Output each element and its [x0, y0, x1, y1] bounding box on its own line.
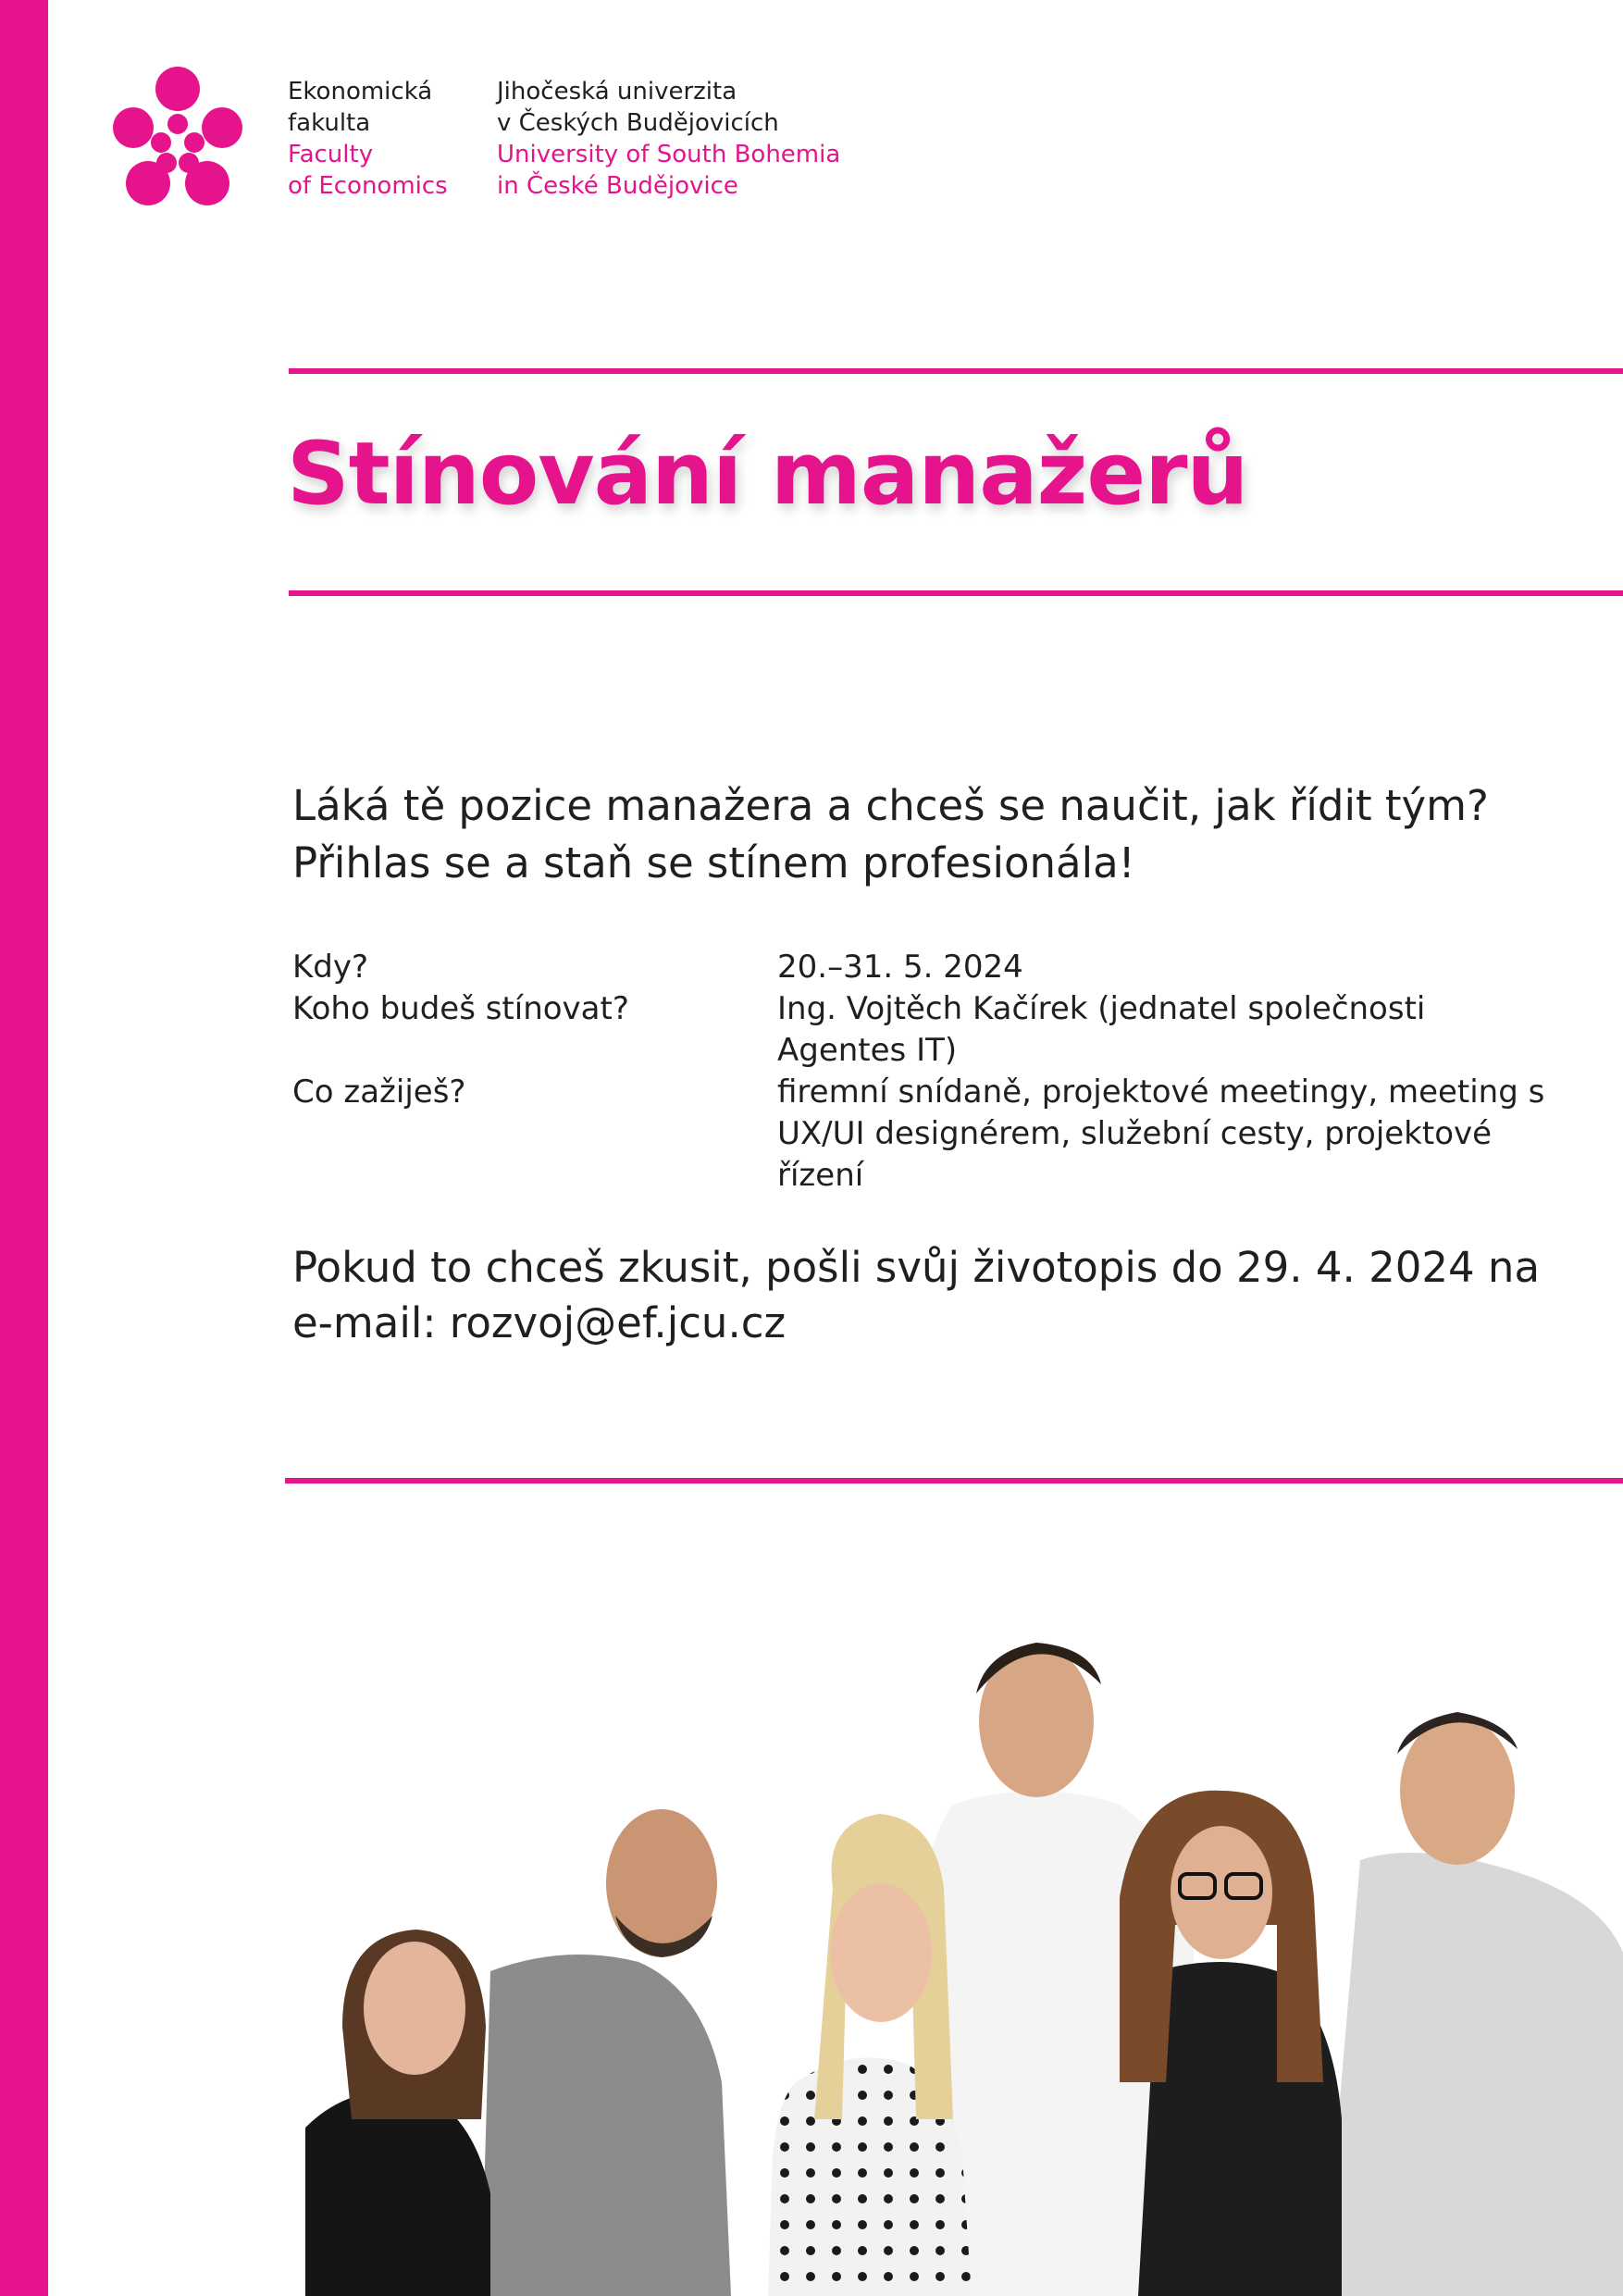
intro-line2: Přihlas se a staň se stínem profesionála! [292, 838, 1135, 887]
faculty-en-line1: Faculty [288, 141, 374, 168]
team-group-photo [305, 1564, 1623, 2296]
detail-value-line: Agentes IT) [777, 1032, 958, 1069]
photo-divider-rule [285, 1478, 1623, 1483]
apply-line2: e-mail: rozvoj@ef.jcu.cz [292, 1298, 787, 1347]
detail-value-line: firemní snídaně, projektové meetingy, meeting s [777, 1074, 1545, 1111]
detail-value [777, 988, 1573, 1072]
faculty-cz-line1: Ekonomická [288, 78, 433, 105]
detail-label: Co zažiješ? [292, 1074, 466, 1111]
apply-line1: Pokud to chceš zkusit, pošli svůj životopis do 29. 4. 2024 na [292, 1243, 1541, 1292]
title-rule-bottom [289, 590, 1623, 596]
detail-value-line: 20.–31. 5. 2024 [777, 949, 1023, 986]
detail-row-who [292, 988, 1588, 1072]
detail-label: Kdy? [292, 949, 369, 986]
title-rule-top [289, 368, 1623, 374]
flower-logo-icon [113, 67, 242, 207]
intro-line1: Láká tě pozice manažera a chceš se naučit, jak řídit tým? [292, 781, 1489, 830]
faculty-en-line2: of Economics [288, 172, 448, 200]
detail-value [777, 947, 1573, 988]
detail-row-experience [292, 1072, 1588, 1197]
detail-value-line: UX/UI designérem, služební cesty, projektové [777, 1115, 1493, 1152]
university-name [497, 76, 840, 202]
details-table [292, 947, 1588, 1197]
faculty-name [288, 76, 448, 202]
university-cz-line2: v Českých Budějovicích [497, 109, 779, 137]
faculty-cz-line2: fakulta [288, 109, 371, 137]
apply-text [292, 1240, 1540, 1351]
intro-text [292, 777, 1489, 892]
detail-row-when [292, 947, 1588, 988]
side-accent-bar [0, 0, 48, 2296]
detail-label: Koho budeš stínovat? [292, 990, 629, 1027]
university-en-line2: in České Budějovice [497, 172, 738, 200]
page-title: Stínování manažerů [287, 424, 1248, 525]
detail-value-line: Ing. Vojtěch Kačírek (jednatel společnosti [777, 990, 1426, 1027]
university-cz-line1: Jihočeská univerzita [497, 78, 737, 105]
detail-value [777, 1072, 1573, 1197]
university-en-line1: University of South Bohemia [497, 141, 841, 168]
detail-value-line: řízení [777, 1157, 864, 1194]
